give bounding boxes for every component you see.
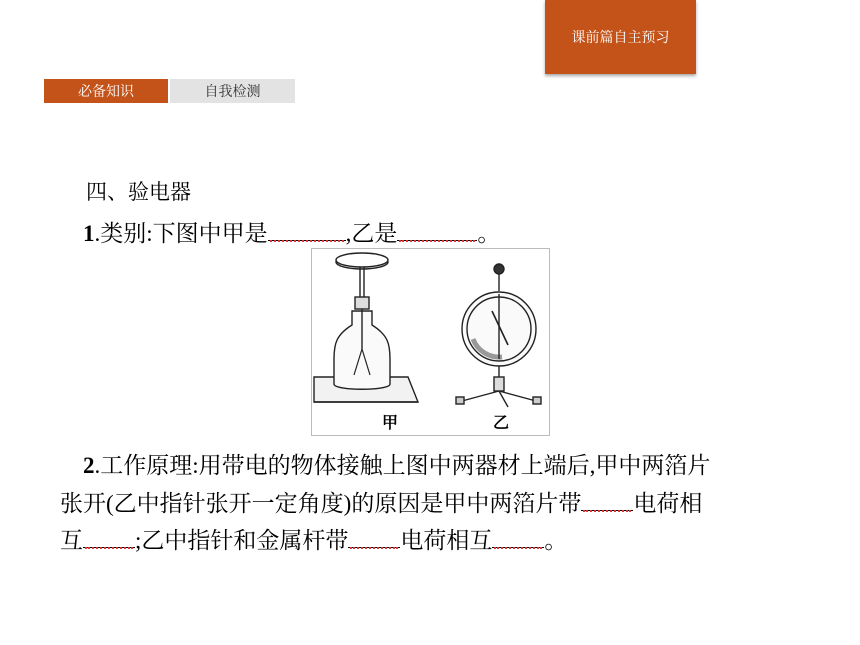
answer-blank-2[interactable] xyxy=(397,218,477,241)
item-2-line-2-before: 张开(乙中指针张开一定角度)的原因是甲中两箔片带 xyxy=(60,491,582,516)
answer-blank-4[interactable] xyxy=(83,525,135,548)
item-2-line-2-after: 电荷相 xyxy=(633,491,703,516)
item-2-line-3-mid1: ;乙中指针和金属杆带 xyxy=(135,528,349,553)
item-1-text-middle: ,乙是 xyxy=(345,221,398,246)
item-2-line-3-mid2: 电荷相互 xyxy=(400,528,493,553)
electroscope-figure xyxy=(311,248,550,436)
answer-blank-1[interactable] xyxy=(268,218,346,241)
tab-essential-knowledge[interactable]: 必备知识 xyxy=(44,79,168,103)
item-2-line-2 xyxy=(60,485,702,518)
item-1-text-before: .类别:下图中甲是 xyxy=(94,221,268,246)
item-2-line-3 xyxy=(60,522,567,555)
electroscope-illustration xyxy=(312,249,549,435)
item-2-line-1 xyxy=(83,447,710,480)
label-jia: 甲 xyxy=(382,413,399,432)
section-heading: 四、验电器 xyxy=(86,180,191,204)
answer-blank-3[interactable] xyxy=(581,488,633,511)
item-1-text-after: 。 xyxy=(477,221,501,246)
item-2-number: 2 xyxy=(83,453,95,478)
answer-blank-6[interactable] xyxy=(492,525,544,548)
item-1-number: 1 xyxy=(83,221,95,246)
answer-blank-5[interactable] xyxy=(348,525,400,548)
tab-self-check[interactable]: 自我检测 xyxy=(170,79,295,103)
item-1-line xyxy=(83,215,500,248)
item-2-line-3-start: 互 xyxy=(60,528,83,553)
section-tab[interactable]: 课前篇自主预习 xyxy=(545,0,696,74)
label-yi: 乙 xyxy=(493,413,510,432)
item-2-line-1-text: .工作原理:用带电的物体接触上图中两器材上端后,甲中两箔片 xyxy=(94,453,711,478)
item-2-line-3-end: 。 xyxy=(544,528,568,553)
